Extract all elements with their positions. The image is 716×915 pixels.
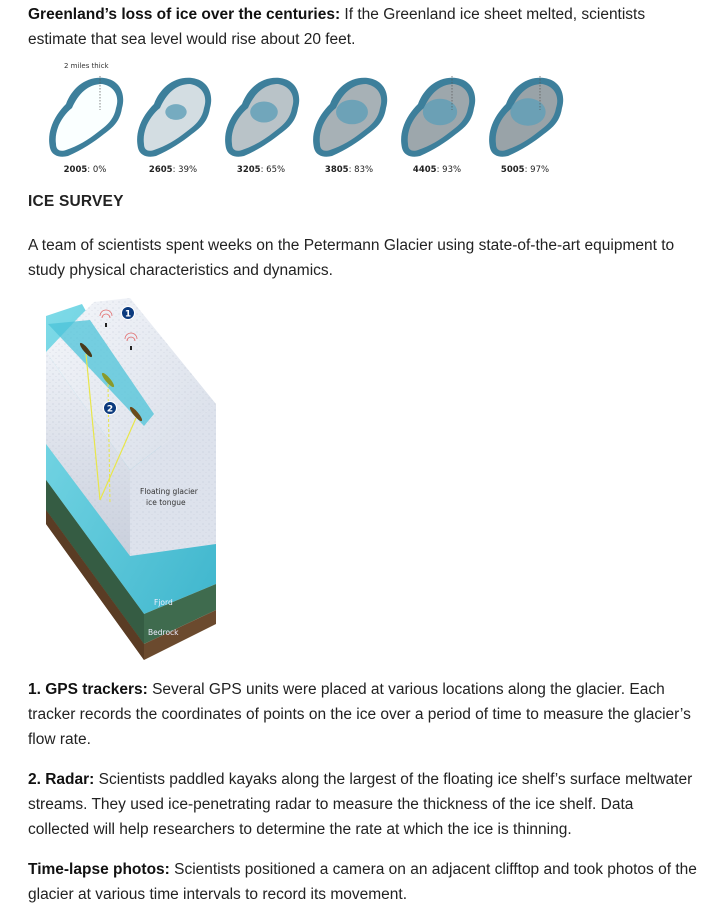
ice-sheet-percent: 93% <box>442 165 462 175</box>
ice-sheet-year: 5005 <box>500 165 525 175</box>
ice-loss-strip <box>38 62 618 180</box>
ice-sheet-shape <box>218 70 304 162</box>
label-tongue-line2: ice tongue <box>146 498 186 507</box>
marker-1-number: 1 <box>124 309 132 320</box>
gps-text: Several GPS units were placed at various locations along the glacier. Each tracker records the coordinates of points on the ice over a period of time to measure the glacier’s flow rate. <box>28 681 691 748</box>
ice-sheet-percent: 97% <box>530 165 550 175</box>
ice-sheet-shape <box>394 70 480 162</box>
intro-title: Greenland’s loss of ice over the centuries: <box>28 6 341 23</box>
ice-sheet-label: 3205: 65% <box>236 165 286 175</box>
ice-sheet-4405 <box>394 70 480 162</box>
ice-sheet-label: 3805: 83% <box>324 165 374 175</box>
label-bedrock: Bedrock <box>148 628 179 637</box>
timelapse-title: Time-lapse photos: <box>28 861 170 878</box>
radar-title: 2. Radar: <box>28 771 95 788</box>
ice-sheet-year: 3805 <box>324 165 349 175</box>
glacier-diagram <box>34 294 224 664</box>
ice-sheet-year: 2005 <box>63 165 88 175</box>
ice-sheet-year: 2605 <box>148 165 173 175</box>
timelapse-paragraph <box>28 857 698 907</box>
ice-sheet-label: 2005: 0% <box>63 165 107 175</box>
gps-unit-icon <box>130 346 132 350</box>
intro-paragraph <box>28 2 698 52</box>
ice-sheet-year: 4405 <box>412 165 437 175</box>
gps-paragraph <box>28 677 698 752</box>
ice-sheet-shape <box>306 70 392 162</box>
ice-sheet-2005 <box>42 70 128 162</box>
ice-sheet-label: 2605: 39% <box>148 165 198 175</box>
thickness-note: 2 miles thick <box>64 62 109 70</box>
ice-sheet-3205 <box>218 70 304 162</box>
survey-description: A team of scientists spent weeks on the Petermann Glacier using state-of-the-art equipment to study physical characteristics and dynamics. <box>28 237 675 279</box>
ice-sheet-percent: 65% <box>266 165 286 175</box>
ice-sheet-shape <box>130 70 216 162</box>
ice-sheet-percent: 0% <box>92 165 107 175</box>
radar-paragraph <box>28 767 698 842</box>
timelapse-text: Scientists positioned a camera on an adjacent clifftop and took photos of the glacier at various time intervals to record its movement. <box>28 861 697 903</box>
ice-sheet-shape <box>42 70 128 162</box>
survey-heading: ICE SURVEY <box>28 193 124 210</box>
ice-sheet-2605 <box>130 70 216 162</box>
gps-unit-icon <box>105 323 107 327</box>
ice-sheet-percent: 39% <box>178 165 198 175</box>
marker-2-number: 2 <box>106 404 114 415</box>
intro-text: If the Greenland ice sheet melted, scientists estimate that sea level would rise about 20 feet. <box>28 6 646 48</box>
ice-sheet-shape <box>482 70 568 162</box>
ice-sheet-percent: 83% <box>354 165 374 175</box>
gps-title: 1. GPS trackers: <box>28 681 148 698</box>
ice-sheet-year: 3205 <box>236 165 261 175</box>
label-tongue-line1: Floating glacier <box>140 487 198 496</box>
label-fjord: Fjord <box>154 598 173 607</box>
glacier-diagram-svg <box>34 294 224 664</box>
ice-sheet-label: 4405: 93% <box>412 165 462 175</box>
radar-text: Scientists paddled kayaks along the largest of the floating ice shelf’s surface meltwater streams. They used ice-penetrating radar to measure the thickness of the ice shelf. Data collected will help researchers to determine the rate at which the ice is thinning. <box>28 771 693 838</box>
ice-sheet-5005 <box>482 70 568 162</box>
ice-sheet-label: 5005: 97% <box>500 165 550 175</box>
ice-sheet-3805 <box>306 70 392 162</box>
